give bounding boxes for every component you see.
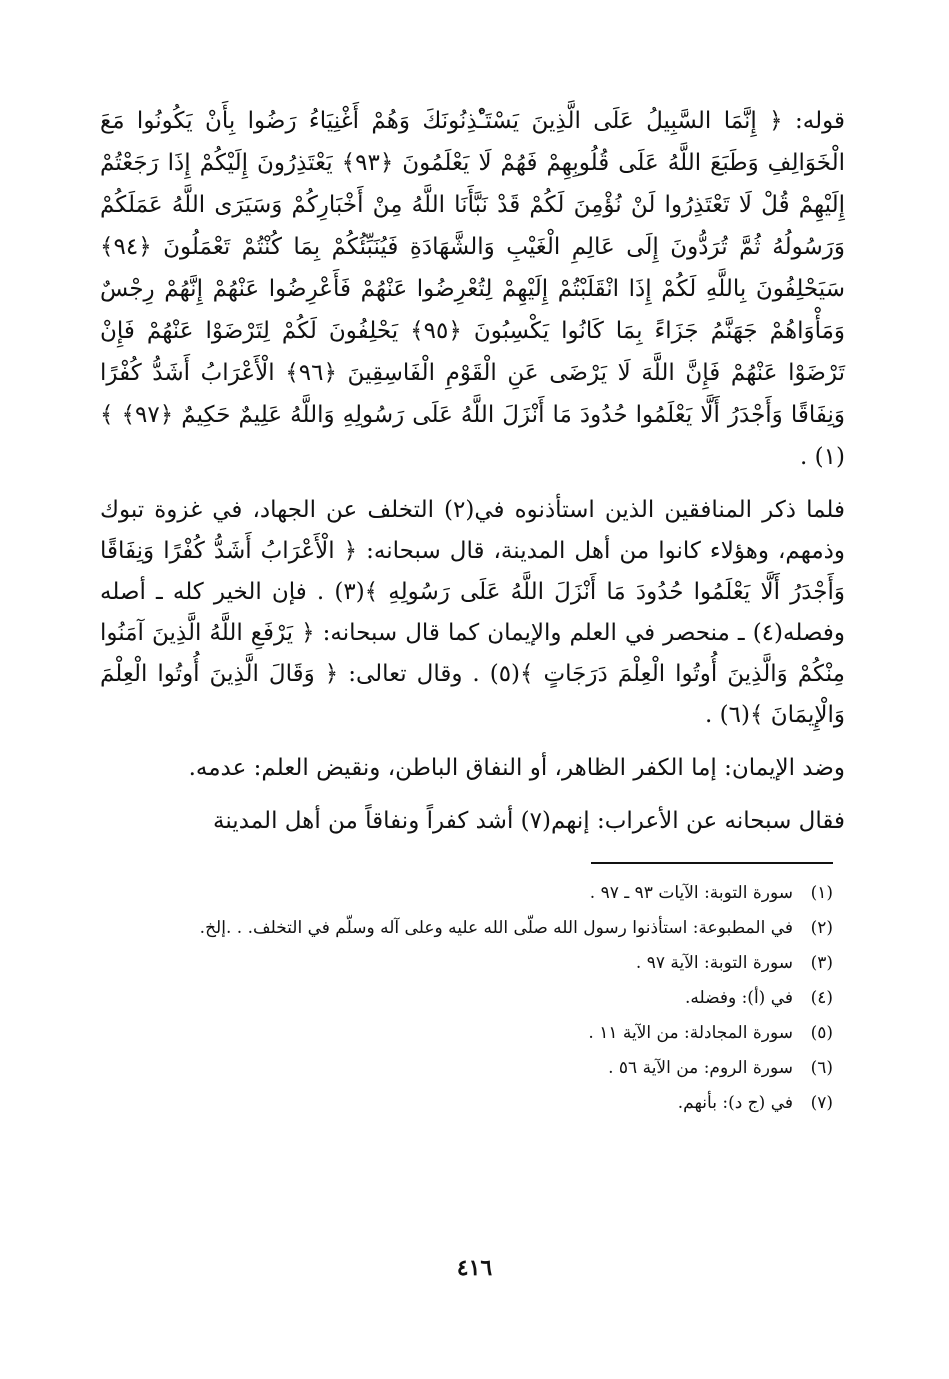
footnote-item — [100, 876, 833, 911]
commentary-paragraph: فلما ذكر المنافقين الذين استأذنوه في(٢) التخلف عن الجهاد، في غزوة تبوك وذمهم، وهؤلاء كانوا من أهل المدينة، قال سبحانه: ﴿ الْأَعْرَابُ أَشَدُّ كُفْرًا وَنِفَاقًا وَأَجْدَرُ أَلَّا يَعْلَمُوا حُدُودَ مَا أَنْزَلَ اللَّهُ عَلَى رَسُولِهِ ﴾(٣) . فإن الخير كله ـ أصله وفصله(٤) ـ منحصر في العلم والإيمان كما قال سبحانه: ﴿ يَرْفَعِ اللَّهُ الَّذِينَ آمَنُوا مِنْكُمْ وَالَّذِينَ أُوتُوا الْعِلْمَ دَرَجَاتٍ ﴾(٥) . وقال تعالى: ﴿ وَقَالَ الَّذِينَ أُوتُوا الْعِلْمَ وَالْإِيمَانَ ﴾(٦) . — [100, 497, 846, 728]
footnote-text: سورة الروم: من الآية ٥٦ . — [608, 1058, 793, 1078]
footnote-item — [100, 1051, 833, 1086]
footnote-item — [100, 946, 833, 981]
footnote-text: سورة التوبة: الآيات ٩٣ ـ ٩٧ . — [589, 883, 793, 903]
footnote-item — [100, 1016, 833, 1051]
footnote-number: (١) — [810, 883, 833, 903]
footnote-text: في (ج د): بأنهم. — [677, 1093, 793, 1113]
footnote-number: (٤) — [810, 988, 833, 1008]
footnote-item — [100, 911, 833, 946]
footnote-number: (٢) — [810, 918, 833, 938]
footnote-item — [100, 1086, 833, 1121]
footnote-text: في (أ): وفضله. — [684, 988, 793, 1008]
footnote-item — [100, 981, 833, 1016]
footnote-number: (٣) — [810, 953, 833, 973]
footnote-text: سورة المجادلة: من الآية ١١ . — [588, 1023, 793, 1043]
page-body — [100, 100, 845, 1121]
commentary-paragraph: فقال سبحانه عن الأعراب: إنهم(٧) أشد كفراً ونفاقاً من أهل المدينة — [213, 808, 845, 834]
footnote-text: في المطبوعة: استأذنوا رسول الله صلّى الله عليه وعلى آله وسلّم في التخلف. . .إلخ. — [199, 918, 793, 938]
footnote-separator — [591, 862, 833, 864]
footnotes-list — [100, 876, 845, 1121]
page-number: ٤١٦ — [456, 1255, 493, 1281]
footnote-number: (٦) — [810, 1058, 833, 1078]
commentary-paragraph: وضد الإيمان: إما الكفر الظاهر، أو النفاق الباطن، ونقيض العلم: عدمه. — [188, 755, 845, 781]
quran-passage-paragraph: قوله: ﴿ إِنَّمَا السَّبِيلُ عَلَى الَّذِينَ يَسْتَـْٔذِنُونَكَ وَهُمْ أَغْنِيَاءُ رَضُوا بِأَنْ يَكُونُوا مَعَ الْخَوَالِفِ وَطَبَعَ اللَّهُ عَلَى قُلُوبِهِمْ فَهُمْ لَا يَعْلَمُونَ ﴿٩٣﴾ يَعْتَذِرُونَ إِلَيْكُمْ إِذَا رَجَعْتُمْ إِلَيْهِمْ قُلْ لَا تَعْتَذِرُوا لَنْ نُؤْمِنَ لَكُمْ قَدْ نَبَّأَنَا اللَّهُ مِنْ أَخْبَارِكُمْ وَسَيَرَى اللَّهُ عَمَلَكُمْ وَرَسُولُهُ ثُمَّ تُرَدُّونَ إِلَى عَالِمِ الْغَيْبِ وَالشَّهَادَةِ فَيُنَبِّئُكُمْ بِمَا كُنْتُمْ تَعْمَلُونَ ﴿٩٤﴾ سَيَحْلِفُونَ بِاللَّهِ لَكُمْ إِذَا انْقَلَبْتُمْ إِلَيْهِمْ لِتُعْرِضُوا عَنْهُمْ فَأَعْرِضُوا عَنْهُمْ إِنَّهُمْ رِجْسٌ وَمَأْوَاهُمْ جَهَنَّمُ جَزَاءً بِمَا كَانُوا يَكْسِبُونَ ﴿٩٥﴾ يَحْلِفُونَ لَكُمْ لِتَرْضَوْا عَنْهُمْ فَإِنْ تَرْضَوْا عَنْهُمْ فَإِنَّ اللَّهَ لَا يَرْضَى عَنِ الْقَوْمِ الْفَاسِقِينَ ﴿٩٦﴾ الْأَعْرَابُ أَشَدُّ كُفْرًا وَنِفَاقًا وَأَجْدَرُ أَلَّا يَعْلَمُوا حُدُودَ مَا أَنْزَلَ اللَّهُ عَلَى رَسُولِهِ وَاللَّهُ عَلِيمٌ حَكِيمٌ ﴿٩٧﴾ ﴾(١) . — [100, 108, 846, 470]
footnote-number: (٧) — [810, 1093, 833, 1113]
footnote-text: سورة التوبة: الآية ٩٧ . — [635, 953, 793, 973]
footnote-number: (٥) — [810, 1023, 833, 1043]
